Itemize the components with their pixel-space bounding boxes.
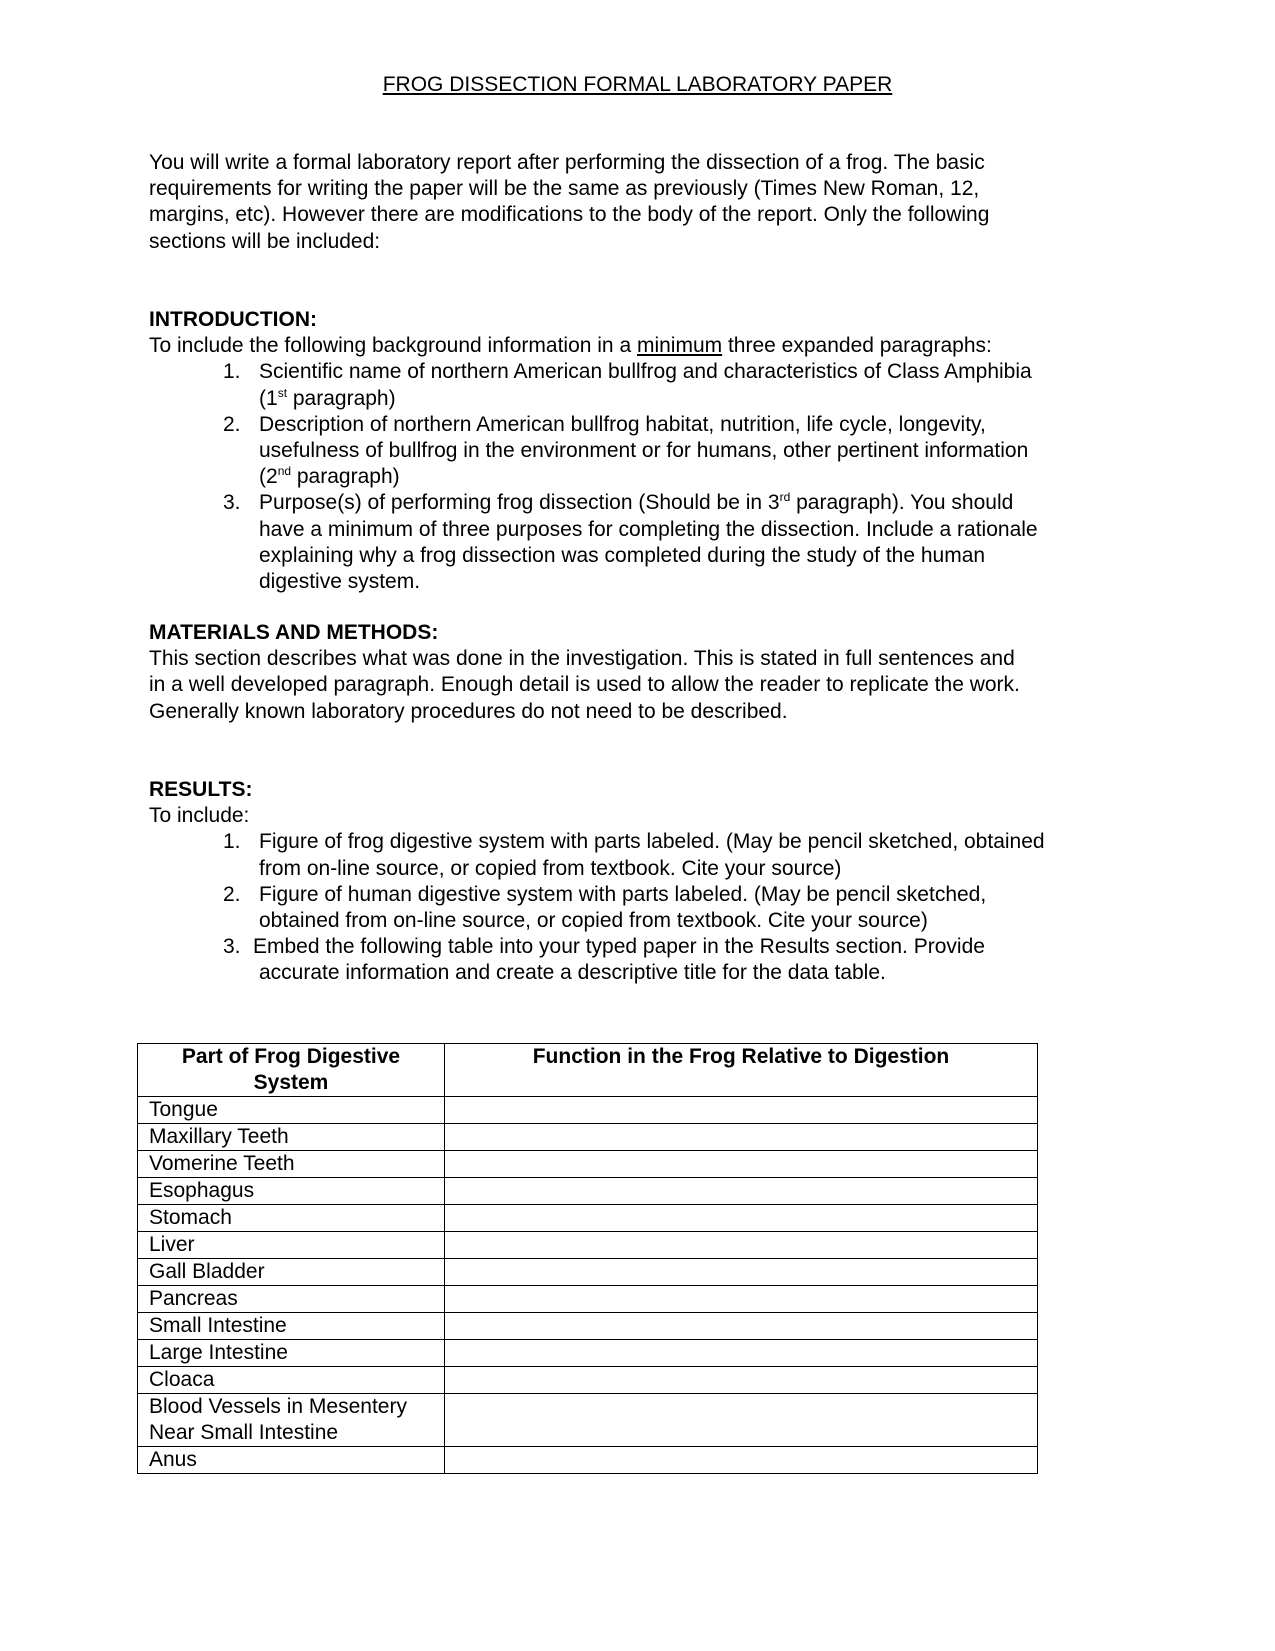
list-item	[149, 829, 1109, 881]
table-row	[138, 1313, 1038, 1340]
intro-paragraph	[149, 150, 1109, 255]
table-row	[138, 1394, 1038, 1447]
list-number: 1.	[223, 360, 241, 384]
results-section	[149, 777, 1109, 987]
function-cell[interactable]	[445, 1151, 1038, 1178]
intro-line: sections will be included:	[149, 229, 381, 253]
table-row	[138, 1151, 1038, 1178]
column-header-part	[138, 1044, 445, 1097]
part-cell: Large Intestine	[138, 1340, 445, 1367]
part-cell	[138, 1394, 445, 1447]
list-item-text: Purpose(s) of performing frog dissection (Should be in 3	[259, 491, 780, 515]
intro-line: requirements for writing the paper will be the same as previously (Times New Roman, 12,	[149, 177, 980, 201]
list-item-line	[259, 386, 1109, 412]
digestive-system-table	[137, 1043, 1038, 1474]
list-number: 2.	[223, 882, 241, 906]
part-cell: Pancreas	[138, 1286, 445, 1313]
function-cell[interactable]	[445, 1313, 1038, 1340]
list-item-line: Embed the following table into your typed paper in the Results section. Provide	[253, 935, 985, 959]
header-text: Part of Frog Digestive	[181, 1045, 401, 1068]
table-row	[138, 1340, 1038, 1367]
table-header-row	[138, 1044, 1038, 1097]
list-item-line: have a minimum of three purposes for completing the dissection. Include a rationale	[259, 517, 1038, 541]
list-item-text: (1	[259, 386, 278, 410]
table-row	[138, 1232, 1038, 1259]
list-item-line: usefulness of bullfrog in the environment or for humans, other pertinent information	[259, 439, 1029, 463]
list-item-line: obtained from on-line source, or copied from textbook. Cite your source)	[259, 909, 928, 933]
list-item-line: Scientific name of northern American bullfrog and characteristics of Class Amphibia	[259, 360, 1032, 384]
function-cell[interactable]	[445, 1286, 1038, 1313]
materials-line: This section describes what was done in the investigation. This is stated in full sentences and	[149, 647, 1015, 671]
list-number: 1.	[223, 830, 241, 854]
list-item-line: accurate information and create a descriptive title for the data table.	[259, 961, 886, 985]
list-item-text: paragraph)	[287, 386, 396, 410]
list-item-line: Figure of frog digestive system with parts labeled. (May be pencil sketched, obtained	[259, 830, 1045, 854]
function-cell[interactable]	[445, 1232, 1038, 1259]
part-cell: Tongue	[138, 1097, 445, 1124]
table-row	[138, 1178, 1038, 1205]
introduction-lead-text: three expanded paragraphs:	[722, 334, 992, 358]
table-row	[138, 1367, 1038, 1394]
superscript: rd	[779, 490, 791, 505]
results-heading: RESULTS:	[149, 778, 253, 801]
introduction-lead-underlined: minimum	[636, 334, 723, 358]
introduction-lead	[149, 333, 1109, 359]
list-item	[149, 882, 1109, 934]
list-item-text: paragraph). You should	[790, 491, 1014, 515]
part-cell-line: Near Small Intestine	[149, 1421, 339, 1444]
part-cell-line: Blood Vessels in Mesentery	[149, 1395, 407, 1418]
part-cell: Maxillary Teeth	[138, 1124, 445, 1151]
list-number: 3.	[223, 935, 241, 959]
function-cell[interactable]	[445, 1124, 1038, 1151]
introduction-list	[149, 359, 1109, 595]
materials-line: Generally known laboratory procedures do not need to be described.	[149, 699, 788, 723]
table-row	[138, 1259, 1038, 1286]
table-row	[138, 1205, 1038, 1232]
part-cell: Anus	[138, 1447, 445, 1474]
table-row	[138, 1286, 1038, 1313]
table-row	[138, 1124, 1038, 1151]
part-cell: Stomach	[138, 1205, 445, 1232]
superscript: nd	[277, 464, 292, 479]
list-item-line: Description of northern American bullfrog habitat, nutrition, life cycle, longevity,	[259, 412, 986, 436]
list-number: 3.	[223, 491, 241, 515]
results-lead: To include:	[149, 804, 250, 828]
page-title: FROG DISSECTION FORMAL LABORATORY PAPER	[382, 73, 893, 96]
part-cell: Cloaca	[138, 1367, 445, 1394]
list-item	[149, 490, 1109, 595]
table-row	[138, 1097, 1038, 1124]
function-cell[interactable]	[445, 1367, 1038, 1394]
introduction-section	[149, 307, 1109, 595]
list-item-line: digestive system.	[259, 570, 421, 594]
results-list	[149, 829, 1109, 986]
part-cell: Esophagus	[138, 1178, 445, 1205]
function-cell[interactable]	[445, 1178, 1038, 1205]
materials-heading: MATERIALS AND METHODS:	[149, 621, 439, 644]
list-item	[149, 359, 1109, 411]
function-cell[interactable]	[445, 1447, 1038, 1474]
header-text: System	[253, 1071, 329, 1094]
part-cell: Vomerine Teeth	[138, 1151, 445, 1178]
intro-line: margins, etc). However there are modifications to the body of the report. Only the following	[149, 203, 990, 227]
function-cell[interactable]	[445, 1097, 1038, 1124]
list-item	[149, 934, 1109, 986]
introduction-heading: INTRODUCTION:	[149, 308, 317, 331]
list-item-text: (2	[259, 465, 278, 489]
part-cell: Gall Bladder	[138, 1259, 445, 1286]
list-number: 2.	[223, 412, 241, 436]
part-cell: Liver	[138, 1232, 445, 1259]
function-cell[interactable]	[445, 1394, 1038, 1447]
list-item-line: explaining why a frog dissection was completed during the study of the human	[259, 543, 986, 567]
introduction-lead-text: To include the following background information in a	[149, 334, 637, 358]
table-row	[138, 1447, 1038, 1474]
list-item-line	[259, 490, 1109, 516]
list-item	[149, 412, 1109, 491]
function-cell[interactable]	[445, 1259, 1038, 1286]
materials-section	[149, 620, 1109, 725]
list-item-text: paragraph)	[291, 465, 400, 489]
intro-line: You will write a formal laboratory report after performing the dissection of a frog. The basic	[149, 151, 985, 174]
function-cell[interactable]	[445, 1340, 1038, 1367]
materials-line: in a well developed paragraph. Enough detail is used to allow the reader to replicate the work.	[149, 673, 1020, 697]
column-header-function: Function in the Frog Relative to Digestion	[445, 1044, 1038, 1097]
function-cell[interactable]	[445, 1205, 1038, 1232]
superscript: st	[277, 385, 288, 400]
list-item-line	[259, 464, 1109, 490]
list-item-line: Figure of human digestive system with parts labeled. (May be pencil sketched,	[259, 882, 987, 906]
part-cell: Small Intestine	[138, 1313, 445, 1340]
list-item-line: from on-line source, or copied from textbook. Cite your source)	[259, 856, 842, 880]
